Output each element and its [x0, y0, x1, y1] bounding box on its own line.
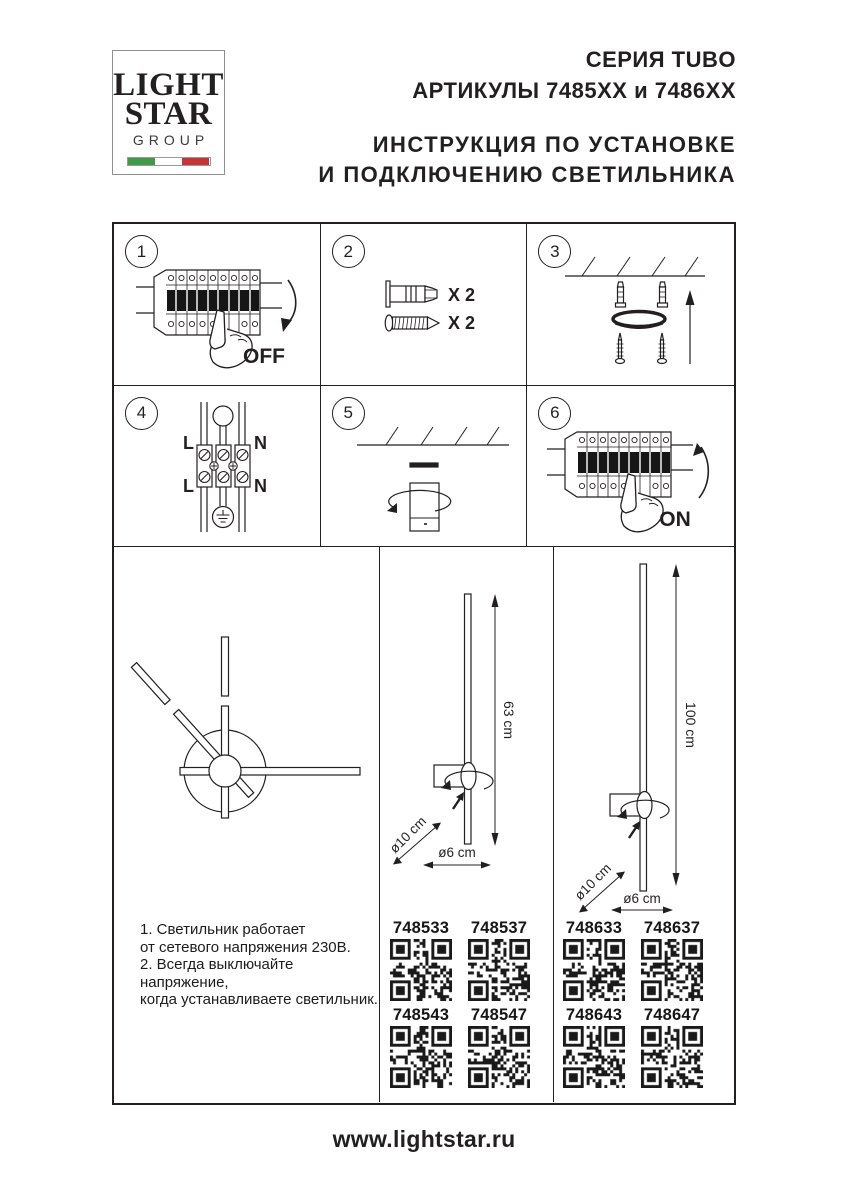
- step-number-badge: 2: [332, 235, 365, 268]
- qr-grid-large-series: [563, 919, 703, 1088]
- product-item: [641, 919, 703, 1001]
- instruction-table: [112, 222, 736, 1105]
- instruction-title-line2: И ПОДКЛЮЧЕНИЮ СВЕТИЛЬНИКА: [318, 162, 736, 187]
- product-item: [390, 1006, 452, 1088]
- safety-notes: [140, 921, 379, 1009]
- qr-grid-small-series: [390, 919, 530, 1088]
- article-number: 748537: [470, 919, 528, 937]
- italian-flag-icon: [127, 157, 211, 166]
- product-item: [563, 1006, 625, 1088]
- qr-code: [641, 939, 703, 1001]
- step-5-cell: [321, 386, 528, 547]
- article-number: 748543: [392, 1006, 450, 1024]
- lamp-rotation-figure: [114, 547, 380, 912]
- arrow-up-icon: [699, 447, 708, 498]
- website-url: www.lightstar.ru: [332, 1126, 516, 1152]
- article-number: 748633: [565, 919, 623, 937]
- terminal-n-bottom-label: N: [254, 475, 267, 496]
- header-titles: [318, 44, 736, 190]
- note-line: когда устанавливаете светильник.: [140, 991, 378, 1008]
- arrow-down-icon: [287, 280, 296, 324]
- instruction-title-line1: ИНСТРУКЦИЯ ПО УСТАНОВКЕ: [372, 132, 736, 157]
- wall-plug-icon: [658, 282, 668, 307]
- product-row: [114, 547, 734, 1102]
- steps-row-1: [114, 224, 734, 386]
- articles-title: АРТИКУЛЫ 7485ХХ и 7486ХХ: [412, 78, 736, 103]
- flag-red-stripe: [182, 158, 209, 165]
- product-item: [563, 919, 625, 1001]
- mount-diameter-label: ø10 cm: [386, 813, 430, 857]
- logo-word-light: LIGHT: [113, 67, 224, 103]
- note-line: 1. Светильник работает: [140, 921, 306, 938]
- height-label: 63 cm: [501, 700, 517, 740]
- article-number: 748533: [392, 919, 450, 937]
- step-6-cell: [527, 386, 734, 547]
- earth-symbol-icon: [213, 506, 234, 527]
- series-title: СЕРИЯ TUBO: [585, 47, 736, 72]
- lamp-63cm-cell: [380, 547, 554, 1102]
- lamp-63cm-dimension-figure: [380, 547, 554, 917]
- qr-code: [563, 939, 625, 1001]
- terminal-l-bottom-label: L: [183, 475, 194, 496]
- lamp-rotation-cell: [114, 547, 380, 1102]
- step-1-cell: [114, 224, 321, 385]
- wall-plug-icon: [616, 282, 626, 307]
- step-4-cell: [114, 386, 321, 547]
- canopy-plate-icon: [613, 312, 665, 329]
- article-number: 748643: [565, 1006, 623, 1024]
- screw-qty-label: X 2: [447, 313, 475, 333]
- qr-code: [641, 1026, 703, 1088]
- qr-code: [468, 939, 530, 1001]
- step-number-badge: 3: [538, 235, 571, 268]
- lightstar-logo: [112, 50, 225, 175]
- on-label: ON: [659, 507, 692, 531]
- terminal-n-top-label: N: [254, 432, 267, 453]
- step-2-cell: [321, 224, 528, 385]
- height-label: 100 cm: [683, 702, 699, 748]
- screw-icon: [616, 333, 625, 364]
- product-item: [468, 919, 530, 1001]
- logo-word-group: GROUP: [132, 132, 210, 148]
- flag-white-stripe: [155, 158, 182, 165]
- tube-diameter-label: ø6 cm: [438, 845, 476, 860]
- steps-row-2: [114, 386, 734, 548]
- wall-plug-qty-label: X 2: [447, 285, 475, 305]
- product-item: [468, 1006, 530, 1088]
- qr-code: [390, 939, 452, 1001]
- step-number-badge: 5: [332, 397, 365, 430]
- article-number: 748647: [643, 1006, 701, 1024]
- wall-plug-icon: [386, 281, 437, 307]
- qr-code: [390, 1026, 452, 1088]
- logo-word-star: STAR: [124, 96, 213, 132]
- step-3-cell: [527, 224, 734, 385]
- article-number: 748547: [470, 1006, 528, 1024]
- product-item: [390, 919, 452, 1001]
- mount-diameter-label: ø10 cm: [571, 860, 615, 904]
- lamp-100cm-cell: [554, 547, 734, 1102]
- article-number: 748637: [643, 919, 701, 937]
- screw-icon: [385, 315, 439, 331]
- step-number-badge: 6: [538, 397, 571, 430]
- note-line: 2. Всегда выключайте напряжение,: [140, 956, 294, 991]
- screw-icon: [658, 333, 667, 364]
- product-item: [641, 1006, 703, 1088]
- flag-green-stripe: [128, 158, 155, 165]
- off-label: OFF: [243, 345, 285, 368]
- tube-diameter-label: ø6 cm: [623, 891, 661, 906]
- step-number-badge: 1: [125, 235, 158, 268]
- note-line: от сетевого напряжения 230В.: [140, 938, 351, 956]
- lamp-100cm-dimension-figure: [554, 547, 734, 917]
- qr-code: [563, 1026, 625, 1088]
- terminal-l-top-label: L: [183, 432, 194, 453]
- step-number-badge: 4: [125, 397, 158, 430]
- qr-code: [468, 1026, 530, 1088]
